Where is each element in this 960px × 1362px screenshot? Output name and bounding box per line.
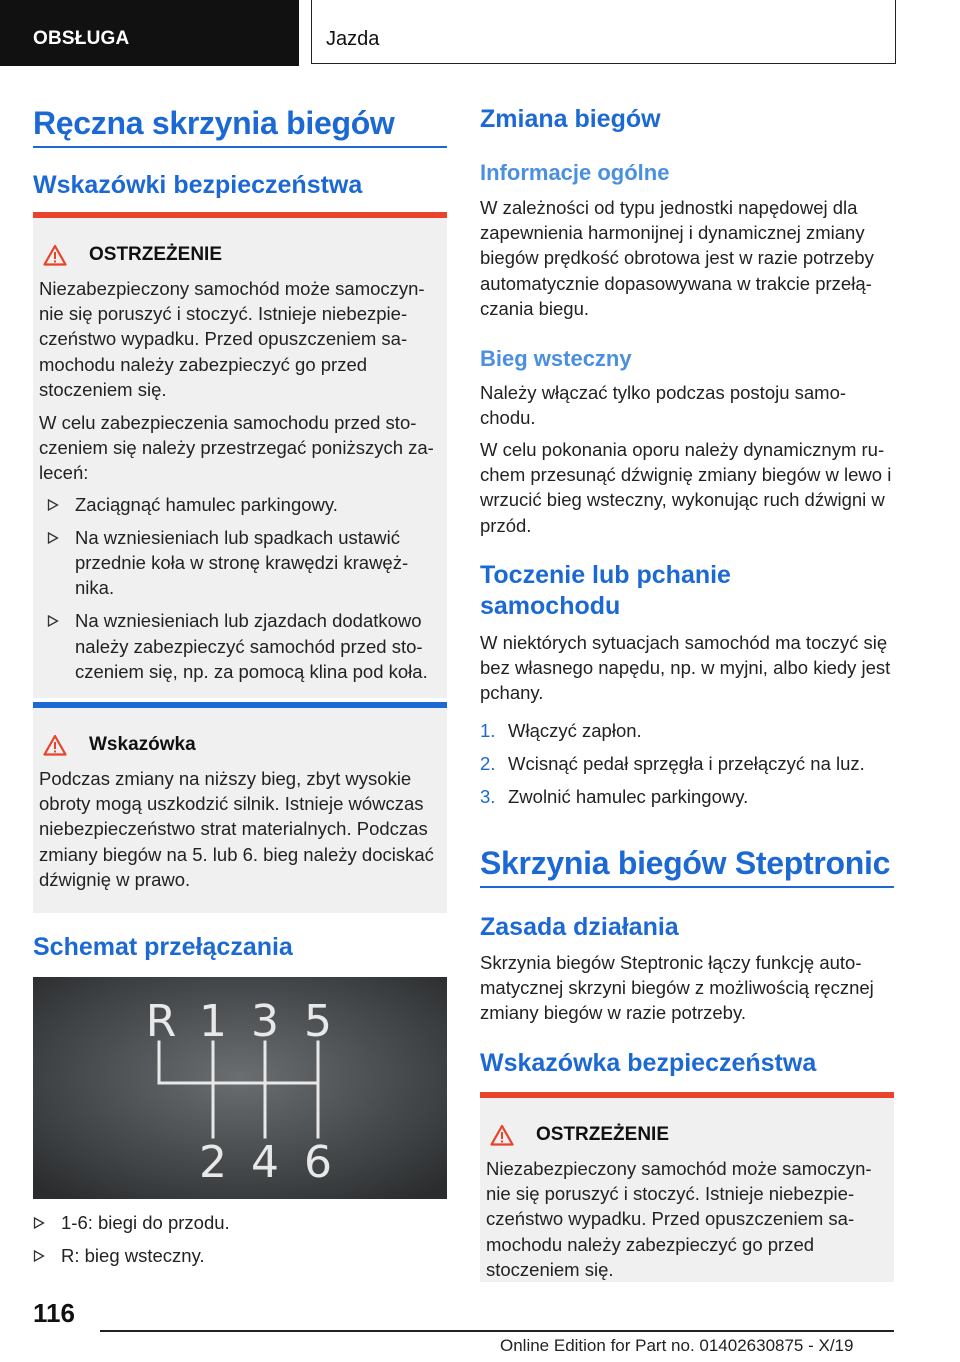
notice-header — [39, 732, 441, 758]
step-item — [480, 718, 894, 751]
list-item-text: Na wzniesieniach lub spadkach ustawić przednie koła w stronę krawędzi krawęż-nika. — [75, 526, 409, 599]
steptronic-divider — [480, 886, 894, 888]
page-header — [0, 0, 960, 66]
page-title: Ręczna skrzynia biegów — [33, 105, 395, 141]
gear-label-r: R — [145, 996, 177, 1047]
gear-label-1: 1 — [199, 996, 227, 1047]
gear-label-6: 6 — [304, 1137, 332, 1188]
step-number: 1. — [480, 720, 496, 741]
warning-triangle-icon — [490, 1124, 514, 1146]
list-item-text: R: bieg wsteczny. — [61, 1245, 205, 1267]
warning-text-2: W celu zabezpieczenia samochodu przed sto-czeniem się należy przestrzegać poniższych za-leceń: — [39, 412, 434, 484]
general-text: W zależności od typu jednostki napędowej dla zapewnienia harmonijnej i dynamicznej zmiany biegów prędkość obrotowa jest w razie potrzeby automatycznie dopasowywana w trakcie przełą-czania biegu. — [480, 197, 874, 319]
footer-divider — [100, 1330, 894, 1332]
step-text: Zwolnić hamulec parkingowy. — [508, 786, 749, 807]
arrow-right-icon — [47, 615, 59, 627]
title-divider — [33, 146, 447, 148]
warning-list — [39, 492, 441, 684]
step-number: 2. — [480, 753, 496, 774]
section-tab — [0, 0, 299, 66]
warning-label: OSTRZEŻENIE — [89, 244, 223, 265]
arrow-right-icon — [47, 532, 59, 544]
rolling-text: W niektórych sytuacjach samochód ma toczyć się bez własnego napędu, np. w myjni, albo kiedy jest pchany. — [480, 632, 891, 704]
list-item-text: Zaciągnąć hamulec parkingowy. — [75, 493, 338, 515]
schema-list — [33, 1210, 447, 1276]
warning-text-3: Niezabezpieczony samochód może samoczyn-nie się poruszyć i stoczyć. Istnieje niebezpie-czeństwo wypadku. Przed opuszczeniem sa-mochodu należy zabezpieczyć go przed stoczeniem się. — [486, 1158, 872, 1280]
arrow-right-icon — [33, 1217, 45, 1229]
list-item — [39, 608, 441, 684]
warning-text: Niezabezpieczony samochód może samoczyn-nie się poruszyć i stoczyć. Istnieje niebezpie-czeństwo wypadku. Przed opuszczeniem sa-mochodu należy zabezpieczyć go przed stoczeniem się. — [39, 278, 425, 400]
step-item — [480, 751, 894, 784]
notice-triangle-icon — [43, 734, 67, 756]
arrow-right-icon — [33, 1250, 45, 1262]
gear-label-3: 3 — [251, 996, 279, 1047]
gear-shift-diagram — [33, 977, 447, 1199]
edition-text: Online Edition for Part no. 01402630875 - X/19 — [500, 1336, 854, 1355]
safety-heading: Wskazówki bezpieczeństwa — [33, 171, 363, 199]
list-item — [33, 1243, 447, 1268]
chapter-tab — [311, 0, 896, 64]
list-item-text: 1-6: biegi do przodu. — [61, 1212, 230, 1233]
rolling-heading: Toczenie lub pchanie samochodu — [480, 561, 731, 621]
warning-box-2 — [480, 1092, 894, 1282]
reverse-text-2: W celu pokonania oporu należy dynamicznym ru-chem przesunąć dźwignię zmiany biegów w lewo i wrzucić bieg wsteczny, wykonując ruch dźwigni w przód. — [480, 439, 892, 536]
gear-change-heading: Zmiana biegów — [480, 105, 661, 133]
warning-triangle-icon — [43, 244, 67, 266]
schema-heading: Schemat przełączania — [33, 933, 293, 961]
gear-label-4: 4 — [251, 1137, 279, 1188]
gear-label-2: 2 — [199, 1137, 227, 1188]
list-item — [39, 492, 441, 517]
list-item — [39, 525, 441, 601]
warning-header — [39, 242, 441, 268]
safety-note-heading: Wskazówka bezpieczeństwa — [480, 1049, 817, 1077]
notice-text: Podczas zmiany na niższy bieg, zbyt wysokie obroty mogą uszkodzić silnik. Istnieje wówczas niebezpieczeństwo strat materialnych. Podczas zmiany biegów na 5. lub 6. bieg należy dociskać dźwignię w prawo. — [39, 768, 434, 890]
list-item-text: Na wzniesieniach lub zjazdach dodatkowo należy zabezpieczyć samochód przed sto-czeniem się, np. za pomocą klina pod koła. — [75, 610, 428, 682]
step-text: Włączyć zapłon. — [508, 720, 642, 741]
steptronic-title: Skrzynia biegów Steptronic — [480, 845, 891, 881]
page-number: 116 — [33, 1298, 75, 1328]
chapter-label: Jazda — [326, 28, 380, 50]
step-number: 3. — [480, 786, 496, 807]
general-heading: Informacje ogólne — [480, 160, 670, 185]
notice-box — [33, 702, 447, 913]
reverse-text-1: Należy włączać tylko podczas postoju samo-chodu. — [480, 382, 847, 429]
step-text: Wcisnąć pedał sprzęgła i przełączyć na luz. — [508, 753, 865, 774]
step-item — [480, 784, 894, 817]
warning-box — [33, 212, 447, 698]
principle-text: Skrzynia biegów Steptronic łączy funkcję auto-matycznej skrzyni biegów z możliwością ręcznej zmiany biegów w razie potrzeby. — [480, 952, 874, 1024]
reverse-heading: Bieg wsteczny — [480, 346, 632, 371]
notice-label: Wskazówka — [89, 734, 196, 755]
arrow-right-icon — [47, 499, 59, 511]
warning-label-2: OSTRZEŻENIE — [536, 1124, 670, 1145]
warning-header-2 — [486, 1122, 888, 1148]
section-label: OBSŁUGA — [33, 28, 130, 49]
gear-label-5: 5 — [304, 996, 332, 1047]
steps-list — [480, 718, 894, 817]
principle-heading: Zasada działania — [480, 913, 679, 941]
list-item — [33, 1210, 447, 1235]
